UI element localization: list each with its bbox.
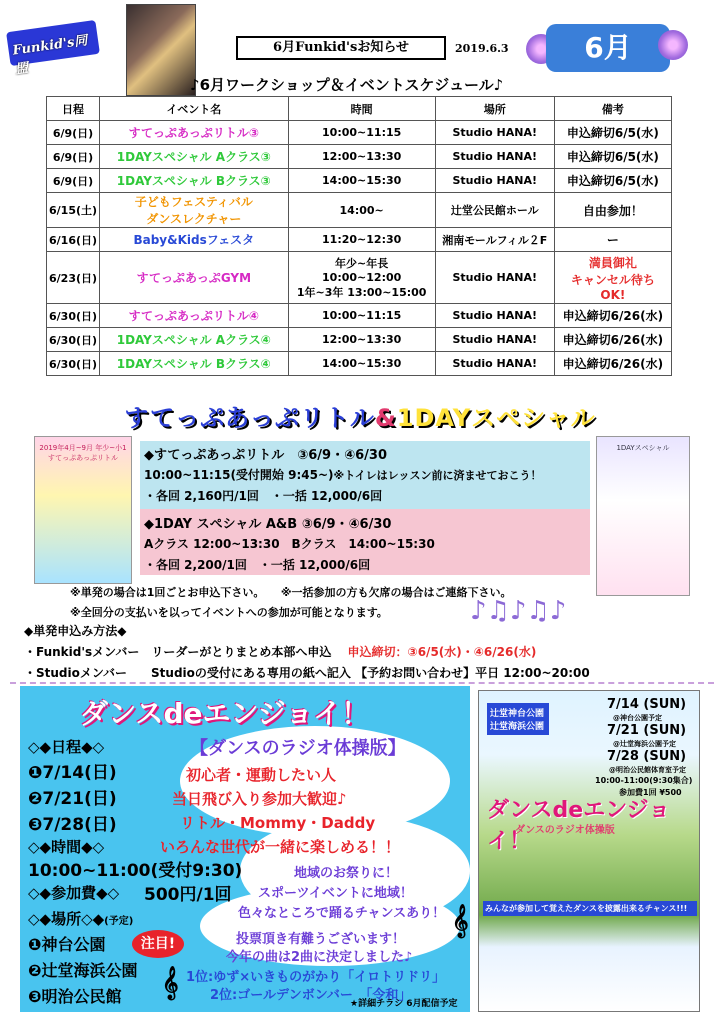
schedule-date: 6/9(日) [47,169,100,193]
rank-2: 2位:ゴールデンボンバー 「令和」 [210,988,412,1003]
note-2: ※全回分の支払いを以ってイベントへの参加が可能となります。 [70,606,388,619]
schedule-event: 1DAYスペシャル Aクラス④ [100,328,289,352]
vote-2: 今年の曲は2曲に決定しました♪ [226,950,413,965]
msg-6: スポーツイベントに地域！ [258,886,413,901]
table-row [47,328,672,352]
schedule-place: Studio HANA! [435,352,554,376]
schedule-place: Studio HANA! [435,328,554,352]
table-row [47,228,672,252]
enjoy-fee: 500円/1回 [144,885,232,905]
oneday-info-box [140,509,590,575]
apply-members: ・Funkid'sメンバー リーダーがとりまとめ本部へ申込 申込締切：③6/5(水)・④6/26(水) [24,645,537,659]
msg-1: 初心者・運動したい人 [186,766,337,784]
col-place: 場所 [435,97,554,121]
schedule-time: 10:00~11:15 [288,304,435,328]
schedule-note: 申込締切6/26(水) [554,328,671,352]
schedule-event: すてっぷあっぷリトル④ [100,304,289,328]
schedule-event: 子どもフェスティバル ダンスレクチャー [100,193,289,228]
schedule-note: ー [554,228,671,252]
schedule-place: Studio HANA! [435,252,554,304]
schedule-date: 6/30(日) [47,328,100,352]
schedule-note: 申込締切6/5(水) [554,121,671,145]
apply-studio: ・Studioメンバー Studioの受付にある専用の紙へ記入 【予約お問い合わせ】平日 12:00~20:00 [24,666,590,680]
enjoy-flyer: 辻堂神台公園 辻堂海浜公園 7/14 (SUN) @神台公園予定 7/21 (SUN) @辻堂海浜公園予定 7/28 (SUN) @明治公民館体育室予定 10:00-11:00(9:30集合) 参加費1回 ¥500 ダンスdeエンジョイ！ ダンスのラジオ体操版 みんなが参加して覚えたダンスを披露出来るチャンス!!! [478,690,700,1012]
place-heading: ◇◆場所◇◆(予定) [28,910,134,928]
schedule-date: 6/23(日) [47,252,100,304]
schedule-time: 年少~年長 10:00~12:00 1年~3年 13:00~15:00 [288,252,435,304]
msg-3: リトル・Mommy・Daddy [180,814,376,832]
attention-badge: 注目! [132,930,184,958]
apply-heading: ◆単発申込み方法◆ [24,624,127,638]
enjoy-footer: ★詳細チラシ 6月配信予定 [350,999,458,1009]
schedule-event: Baby&Kidsフェスタ [100,228,289,252]
schedule-note: 申込締切6/5(水) [554,145,671,169]
oneday-heading: ◆1DAY スペシャル A&B ③6/9・④6/30 [144,517,392,532]
treble-clef-icon: 𝄞 [452,904,469,937]
col-event: イベント名 [100,97,289,121]
month-badge: 6月 [546,24,670,72]
schedule-subtitle: ♪6月ワークショップ＆イベントスケジュール♪ [190,76,504,94]
schedule-place: 辻堂公民館ホール [435,193,554,228]
schedule-time: 12:00~13:30 [288,145,435,169]
col-note: 備考 [554,97,671,121]
schedule-date: 6/30(日) [47,304,100,328]
rank-1: 1位:ゆず×いきものがかり「イロトリドリ」 [186,970,446,985]
enjoy-subtitle: 【ダンスのラジオ体操版】 [190,738,406,759]
schedule-time: 10:00~11:15 [288,121,435,145]
schedule-note: 申込締切6/5(水) [554,169,671,193]
oneday-flyer: 1DAYスペシャル [596,436,690,596]
note-1: ※単発の場合は1回ごとお申込下さい。 ※一括参加の方も欠席の場合はご連絡下さい。 [70,586,512,599]
oneday-fee: ・各回 2,200/1回 ・一括 12,000/6回 [144,558,371,572]
schedule-time: 14:00~ [288,193,435,228]
schedule-date: 6/15(土) [47,193,100,228]
schedule-event: 1DAYスペシャル Bクラス③ [100,169,289,193]
little-heading: ◆すてっぷあっぷリトル ③6/9・④6/30 [144,448,387,463]
schedule-time: 14:00~15:30 [288,352,435,376]
schedule-event: すてっぷあっぷリトル③ [100,121,289,145]
enjoy-place-1: ❶神台公園 [28,935,106,954]
schedule-place: Studio HANA! [435,169,554,193]
schedule-time: 14:00~15:30 [288,169,435,193]
col-date: 日程 [47,97,100,121]
schedule-date: 6/30(日) [47,352,100,376]
msg-5: 地域のお祭りに！ [294,866,399,881]
schedule-date: 6/9(日) [47,145,100,169]
schedule-event: すてっぷあっぷGYM [100,252,289,304]
section-title-step: すてっぷあっぷリトル&1DAYスペシャル [124,404,596,432]
enjoy-time: 10:00~11:00(受付9:30) [28,861,243,881]
table-row [47,169,672,193]
schedule-note: 申込締切6/26(水) [554,304,671,328]
msg-2: 当日飛び入り参加大歓迎♪ [172,790,347,808]
schedule-event: 1DAYスペシャル Aクラス③ [100,145,289,169]
schedule-date: 6/16(日) [47,228,100,252]
little-flyer: 2019年4月~9月 年少~小1 すてっぷあっぷリトル [34,436,132,584]
little-fee: ・各回 2,160円/1回 ・一括 12,000/6回 [144,489,383,503]
schedule-date: 6/9(日) [47,121,100,145]
msg-4: いろんな世代が一緒に楽しめる！！ [160,838,401,856]
schedule-time: 11:20~12:30 [288,228,435,252]
schedule-place: Studio HANA! [435,145,554,169]
table-row [47,121,672,145]
enjoy-title: ダンスdeエンジョイ！ [80,697,370,730]
little-time: 10:00~11:15(受付開始 9:45~)※トイレはレッスン前に済ませておこう！ [144,468,542,482]
enjoy-date-2: ❷7/21(日) [28,789,117,809]
enjoy-date-3: ❸7/28(日) [28,815,117,835]
table-row [47,252,672,304]
funkids-logo: Funkid's同盟 [6,20,100,66]
table-row [47,352,672,376]
music-notes-icon: ♪♫♪♫♪ [470,596,567,626]
date-heading: ◇◆日程◆◇ [28,738,105,756]
schedule-event: 1DAYスペシャル Bクラス④ [100,352,289,376]
enjoy-place-2: ❷辻堂海浜公園 [28,961,138,980]
issue-date: 2019.6.3 [455,42,509,55]
schedule-note: 申込締切6/26(水) [554,352,671,376]
schedule-table [46,96,672,376]
schedule-note: 満員御礼 キャンセル待ち OK! [554,252,671,304]
treble-clef-icon: 𝄞 [162,966,179,999]
oneday-time: Aクラス 12:00~13:30 Bクラス 14:00~15:30 [144,537,435,551]
vote-1: 投票頂き有難うございます！ [236,932,406,947]
schedule-place: Studio HANA! [435,304,554,328]
fee-heading: ◇◆参加費◆◇ [28,884,120,902]
page-title: 6月Funkid'sお知らせ [236,36,446,60]
time-heading: ◇◆時間◆◇ [28,838,105,856]
schedule-place: 湘南モールフィル２F [435,228,554,252]
enjoy-place-3: ❸明治公民館 [28,987,122,1006]
enjoy-date-1: ❶7/14(日) [28,763,117,783]
enjoy-panel [20,686,470,1012]
divider [10,682,714,684]
table-row [47,145,672,169]
table-row [47,193,672,228]
schedule-note: 自由参加！ [554,193,671,228]
msg-7: 色々なところで踊るチャンスあり！ [238,906,446,921]
schedule-time: 12:00~13:30 [288,328,435,352]
schedule-place: Studio HANA! [435,121,554,145]
col-time: 時間 [288,97,435,121]
table-row [47,304,672,328]
table-header-row [47,97,672,121]
little-info-box [140,441,590,509]
hydrangea-icon [658,30,688,60]
group-photo [126,4,196,96]
